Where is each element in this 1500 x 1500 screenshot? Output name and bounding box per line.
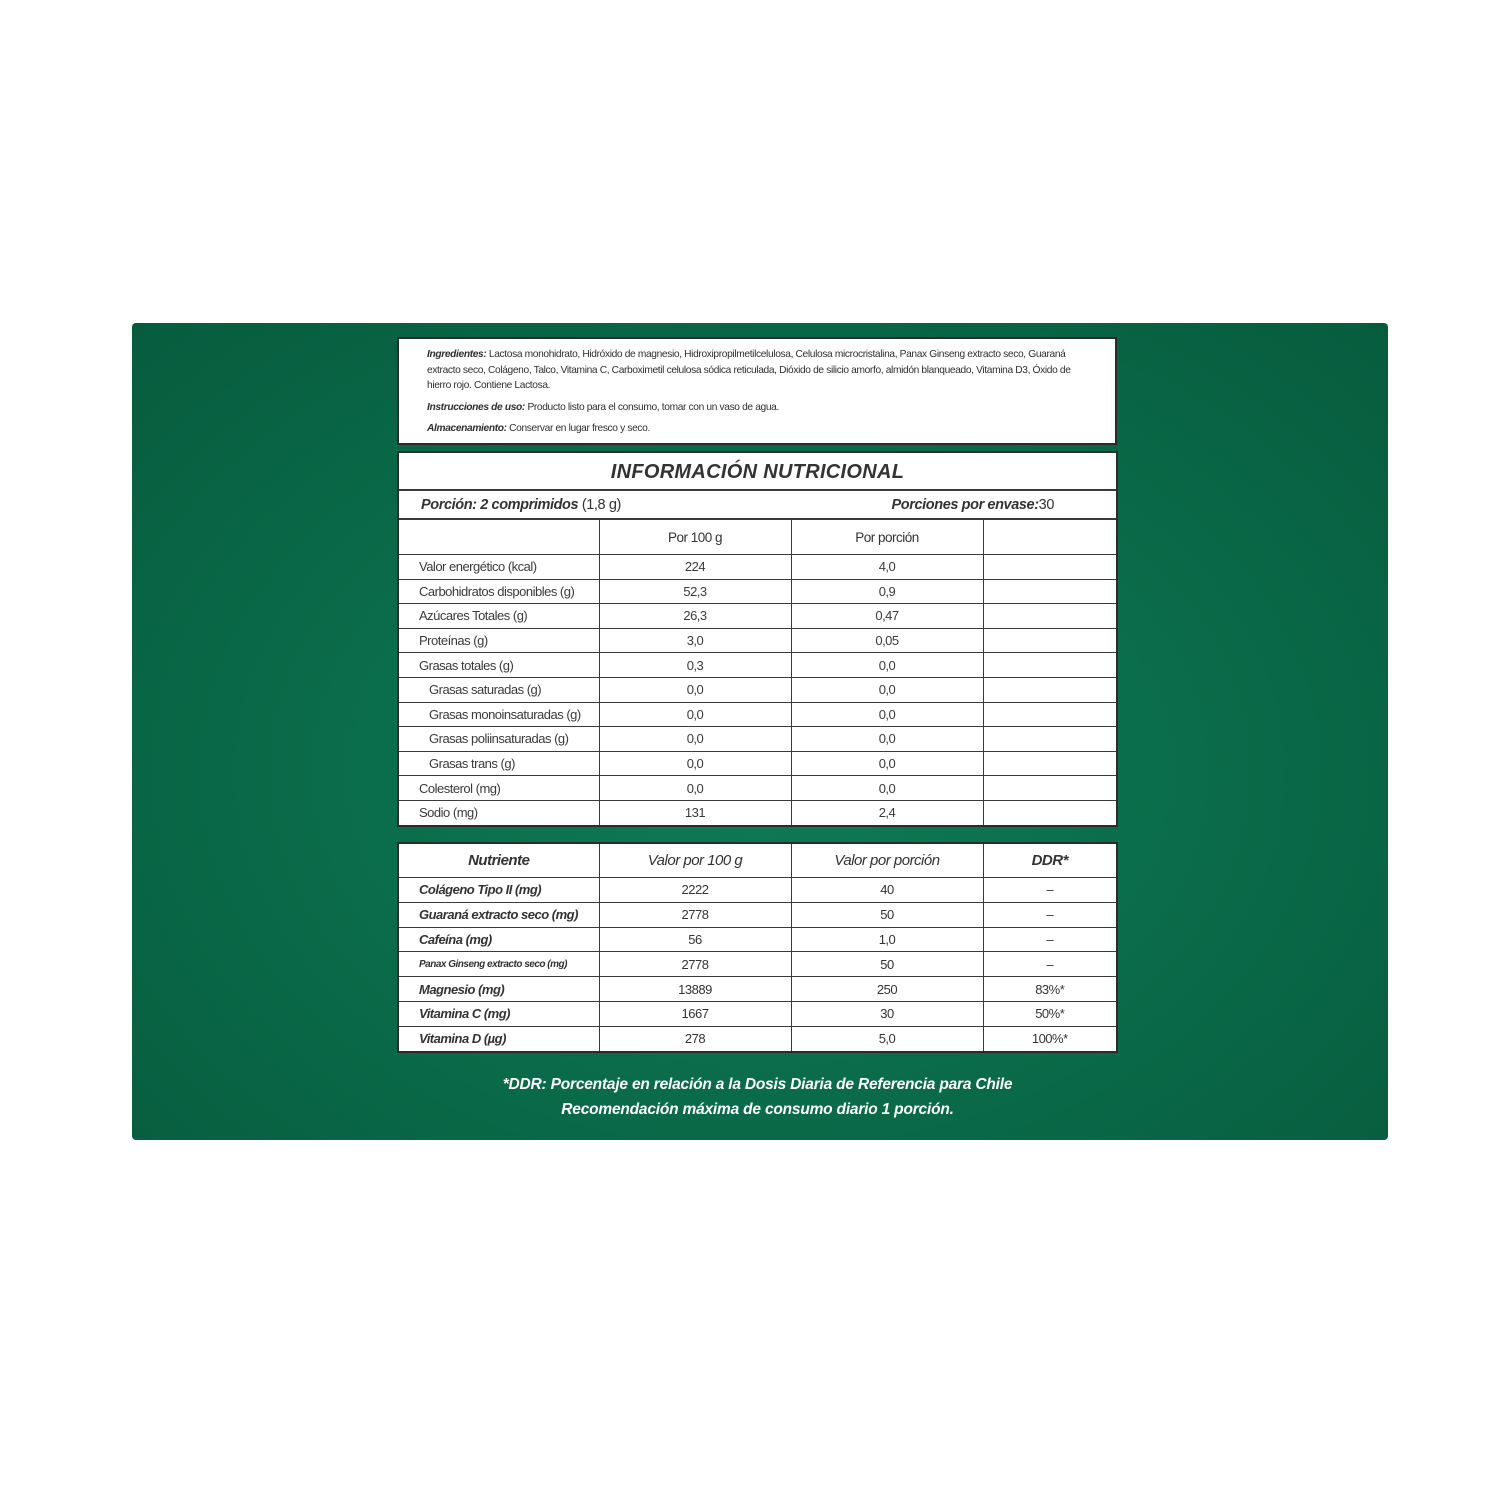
portion-label: Porción: 2 comprimidos <box>421 496 579 513</box>
empty-cell <box>983 751 1116 776</box>
table-row <box>399 727 1116 752</box>
table-row <box>399 579 1116 604</box>
table-row <box>399 800 1116 824</box>
nutrition-facts-box <box>397 451 1118 827</box>
instructions-text: Producto listo para el consumo, tomar con un vaso de agua. <box>527 401 779 413</box>
ddr-value: – <box>983 902 1116 927</box>
table-row <box>399 653 1116 678</box>
value-perportion: 50 <box>791 902 983 927</box>
table-row <box>399 702 1116 727</box>
table-row <box>399 927 1116 952</box>
value-perportion: 4,0 <box>791 555 983 580</box>
empty-cell <box>983 702 1116 727</box>
nutrient-name: Valor energético (kcal) <box>399 555 599 580</box>
nutrient-name: Colágeno Tipo II (mg) <box>399 878 599 903</box>
nutrient-name: Vitamina C (mg) <box>399 1001 599 1026</box>
value-perportion: 0,0 <box>791 653 983 678</box>
instructions-paragraph <box>427 400 1085 416</box>
value-per100: 0,0 <box>599 751 791 776</box>
table-row <box>399 952 1116 977</box>
value-perportion: 30 <box>791 1001 983 1026</box>
value-perportion: 0,0 <box>791 751 983 776</box>
value-per100: 3,0 <box>599 628 791 653</box>
nutrition-title: INFORMACIÓN NUTRICIONAL <box>399 453 1116 491</box>
nutrient-name: Proteínas (g) <box>399 628 599 653</box>
footnote <box>397 1072 1118 1122</box>
instructions-label: Instrucciones de uso: <box>427 401 525 413</box>
header-perportion: Por porción <box>791 520 983 555</box>
value-per100: 52,3 <box>599 579 791 604</box>
empty-cell <box>983 776 1116 801</box>
value-perportion: 2,4 <box>791 800 983 824</box>
table-row <box>399 604 1116 629</box>
value-per100: 278 <box>599 1026 791 1050</box>
nutrients-box <box>397 842 1118 1053</box>
ddr-value: 100%* <box>983 1026 1116 1050</box>
ddr-value: 83%* <box>983 977 1116 1002</box>
ddr-value: 50%* <box>983 1001 1116 1026</box>
value-per100: 0,0 <box>599 776 791 801</box>
nutrient-name: Grasas poliinsaturadas (g) <box>399 727 599 752</box>
value-perportion: 250 <box>791 977 983 1002</box>
nutrient-name: Grasas trans (g) <box>399 751 599 776</box>
ingredients-label: Ingredientes: <box>427 349 487 360</box>
storage-label: Almacenamiento: <box>427 423 507 434</box>
ddr-value: – <box>983 927 1116 952</box>
storage-paragraph <box>427 421 1085 437</box>
value-per100: 0,3 <box>599 653 791 678</box>
value-perportion: 0,47 <box>791 604 983 629</box>
empty-cell <box>983 727 1116 752</box>
header-ddr: DDR* <box>983 844 1116 878</box>
header-nutrient: Nutriente <box>399 844 599 878</box>
nutrient-name: Grasas monoinsaturadas (g) <box>399 702 599 727</box>
value-per100: 2222 <box>599 878 791 903</box>
empty-cell <box>983 800 1116 824</box>
table-row <box>399 677 1116 702</box>
header-value-per100: Valor por 100 g <box>599 844 791 878</box>
value-perportion: 0,0 <box>791 776 983 801</box>
value-per100: 224 <box>599 555 791 580</box>
value-perportion: 0,0 <box>791 677 983 702</box>
value-per100: 131 <box>599 800 791 824</box>
value-per100: 1667 <box>599 1001 791 1026</box>
value-per100: 13889 <box>599 977 791 1002</box>
ingredients-paragraph <box>427 347 1085 394</box>
value-per100: 56 <box>599 927 791 952</box>
nutrition-table <box>399 520 1116 825</box>
nutrient-name: Magnesio (mg) <box>399 977 599 1002</box>
ddr-value: – <box>983 878 1116 903</box>
empty-cell <box>983 604 1116 629</box>
portion-value: (1,8 g) <box>581 496 621 513</box>
table-row <box>399 1026 1116 1050</box>
table-row <box>399 628 1116 653</box>
empty-cell <box>983 579 1116 604</box>
nutrient-name: Carbohidratos disponibles (g) <box>399 579 599 604</box>
servings-info <box>892 497 1054 513</box>
value-per100: 0,0 <box>599 727 791 752</box>
empty-cell <box>983 628 1116 653</box>
value-per100: 26,3 <box>599 604 791 629</box>
footnote-ddr: *DDR: Porcentaje en relación a la Dosis Diaria de Referencia para Chile <box>502 1076 1013 1093</box>
nutrient-name: Grasas totales (g) <box>399 653 599 678</box>
nutrient-name: Guaraná extracto seco (mg) <box>399 902 599 927</box>
nutrient-name: Sodio (mg) <box>399 800 599 824</box>
table-row <box>399 1001 1116 1026</box>
header-empty-cell <box>399 520 599 555</box>
value-perportion: 0,05 <box>791 628 983 653</box>
value-perportion: 5,0 <box>791 1026 983 1050</box>
table-row <box>399 878 1116 903</box>
nutrition-header-row <box>399 520 1116 555</box>
nutrient-name: Cafeína (mg) <box>399 927 599 952</box>
storage-text: Conservar en lugar fresco y seco. <box>509 423 650 434</box>
footnote-max-consumption: Recomendación máxima de consumo diario 1 porción. <box>561 1101 954 1118</box>
table-row <box>399 902 1116 927</box>
header-extra-cell <box>983 520 1116 555</box>
servings-label: Porciones por envase: <box>891 496 1039 513</box>
nutrient-name: Azúcares Totales (g) <box>399 604 599 629</box>
value-perportion: 0,0 <box>791 727 983 752</box>
servings-value: 30 <box>1038 496 1054 513</box>
value-per100: 0,0 <box>599 702 791 727</box>
value-per100: 2778 <box>599 952 791 977</box>
value-per100: 0,0 <box>599 677 791 702</box>
table-row <box>399 977 1116 1002</box>
value-perportion: 1,0 <box>791 927 983 952</box>
empty-cell <box>983 653 1116 678</box>
nutrient-name: Vitamina D (µg) <box>399 1026 599 1050</box>
value-perportion: 40 <box>791 878 983 903</box>
empty-cell <box>983 555 1116 580</box>
nutrient-name: Colesterol (mg) <box>399 776 599 801</box>
empty-cell <box>983 677 1116 702</box>
table-row <box>399 751 1116 776</box>
table-row <box>399 776 1116 801</box>
portion-row <box>399 491 1116 520</box>
nutrient-name: Panax Ginseng extracto seco (mg) <box>399 952 599 977</box>
nutrients-header-row <box>399 844 1116 878</box>
value-perportion: 50 <box>791 952 983 977</box>
table-row <box>399 555 1116 580</box>
header-per100: Por 100 g <box>599 520 791 555</box>
nutrient-name: Grasas saturadas (g) <box>399 677 599 702</box>
ddr-value: – <box>983 952 1116 977</box>
header-value-perportion: Valor por porción <box>791 844 983 878</box>
portion-info <box>421 497 621 513</box>
value-perportion: 0,9 <box>791 579 983 604</box>
ingredients-text: Lactosa monohidrato, Hidróxido de magnesio, Hidroxipropilmetilcelulosa, Celulosa microcristalina, Panax Ginseng extracto seco, Guaraná extracto seco, Colágeno, Talco, Vitamina C, Carboximetil celulosa sódica reticulada, Dióxido de silicio amorfo, almidón blanqueado, Vitamina D3, Óxido de hierro rojo. Contiene Lactosa. <box>427 349 1071 391</box>
value-perportion: 0,0 <box>791 702 983 727</box>
value-per100: 2778 <box>599 902 791 927</box>
nutrients-table <box>399 844 1116 1051</box>
ingredients-box <box>397 337 1117 445</box>
